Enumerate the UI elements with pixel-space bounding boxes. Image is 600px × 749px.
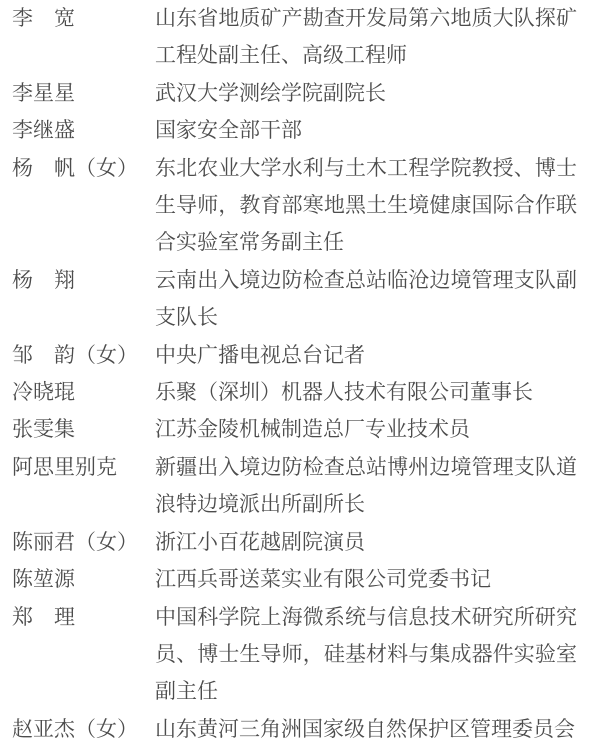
list-item [12,411,600,448]
list-item [12,524,600,561]
list-item [12,337,600,374]
honoree-description: 山东省地质矿产勘查开发局第六地质大队探矿工程处副主任、高级工程师 [155,6,577,68]
honoree-description: 中央广播电视总台记者 [155,342,365,367]
honoree-name: 李星星 [12,80,75,105]
honoree-name: 邹 韵（女） [12,342,138,367]
list-item [12,561,600,598]
honoree-description: 武汉大学测绘学院副院长 [155,80,386,105]
honoree-name: 杨 帆（女） [12,155,138,180]
honoree-name: 张雯集 [12,417,75,442]
list-item [12,0,600,75]
honoree-name: 冷晓琨 [12,380,75,405]
list-item [12,711,600,748]
honoree-name: 陈堃源 [12,567,75,592]
list-item [12,374,600,411]
list-item [12,112,600,149]
honoree-description: 国家安全部干部 [155,118,302,143]
list-item [12,449,600,524]
honoree-description: 云南出入境边防检查总站临沧边境管理支队副支队长 [155,267,577,330]
honoree-name: 赵亚杰（女） [12,716,138,741]
honoree-name: 郑 理 [12,604,75,629]
honoree-list [12,0,600,748]
honoree-description: 江苏金陵机械制造总厂专业技术员 [155,417,470,442]
honoree-description: 东北农业大学水利与土木工程学院教授、博士生导师，教育部寒地黑土生境健康国际合作联合实验室常务副主任 [155,155,577,255]
list-item [12,75,600,112]
list-item [12,599,600,711]
honoree-description: 浙江小百花越剧院演员 [155,529,365,554]
honoree-name: 杨 翔 [12,267,75,292]
honoree-description: 山东黄河三角洲国家级自然保护区管理委员会 [155,716,575,741]
honoree-description: 乐聚（深圳）机器人技术有限公司董事长 [155,380,533,405]
honoree-name: 阿思里别克 [12,454,117,479]
list-item [12,262,600,337]
honoree-name: 陈丽君（女） [12,529,138,554]
honoree-description: 中国科学院上海微系统与信息技术研究所研究员、博士生导师，硅基材料与集成器件实验室副主任 [155,604,577,704]
list-item [12,150,600,262]
honoree-description: 新疆出入境边防检查总站博州边境管理支队道浪特边境派出所副所长 [155,454,577,517]
honoree-description: 江西兵哥送菜实业有限公司党委书记 [155,567,491,592]
honoree-name: 李继盛 [12,118,75,143]
honoree-name: 李 宽 [12,6,75,30]
